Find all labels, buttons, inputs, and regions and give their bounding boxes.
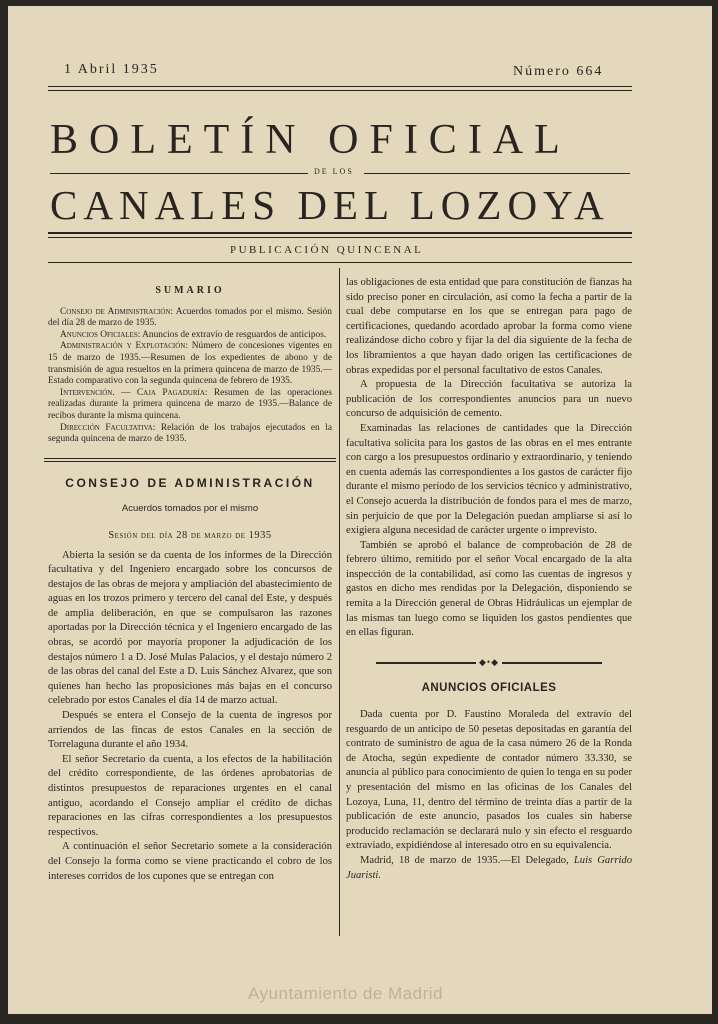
sumario-item-text: Relación de los trabajos ejecutados en la segunda quincena de marzo de 1935. [48,422,332,445]
sumario-item-text: Anuncios de extravío de resguardos de anticipos. [140,329,327,340]
masthead-rule-left [50,173,308,174]
masthead-de-los: DE LOS [314,167,354,176]
sumario-item-head: Consejo de Administración: [60,306,174,317]
sumario-item-text: Resumen de las operaciones realizadas durante la primera quincena de marzo de 1935.—Balance de recibos durante la misma quincena. [48,387,332,421]
sumario-item-head: Intervención. — Caja Pagaduría: [60,387,208,398]
article-paragraph: A continuación el señor Secretario somete a la consideración del Consejo la forma como se viene practicando el cobro de los intereses corridos de los cupones que se entregan con [48,841,332,882]
signature-name: Luis Garrido Juaristi. [346,854,632,881]
article-paragraph: las obligaciones de esta entidad que para constitución de fianzas ha sido preciso poner en circulación, así como la fecha a partir de la cual debe computarse en los que se entregan para pago de certificaciones, quedando acordado aprobar la forma como viene realizándose dicho cobro y fijar la del día siguiente de la fecha de los libramientos a que hayan dado origen las certificaciones de obras expedidas por el personal facultativo de estos Canales. [346,277,632,376]
header-rule-top [48,86,632,87]
archive-watermark: Ayuntamiento de Madrid [248,984,443,1003]
sumario-item [48,330,332,342]
sumario-item-head: Administración y Explotación: [60,341,188,352]
ornament-divider: ◆•◆ [346,655,632,670]
anuncio-paragraph: Dada cuenta por D. Faustino Moraleda del extravío del resguardo de un anticipo de 50 pesetas depositadas en garantía del contrato de suministro de agua de la casa número 26 de la Ronda de Atocha, según expediente de contador número 33.330, se anuncia al público para conocimiento de quien lo tenga en su poder y presentación del mismo en las oficinas de los Canales del Lozoya, Luna, 11, dentro del término de treinta días a partir de la publicación de este anuncio, pasados los cuales sin haberse producido reclamación se declarará nulo y sin efecto el resguardo extraviado, expidiéndose al interesado otro en su equivalencia. [346,709,632,852]
sumario-item [48,423,332,446]
signature-place-date: Madrid, 18 de marzo de 1935.—El Delegado, [360,854,574,866]
masthead-rule-right [364,173,630,174]
article-paragraph: También se aprobó el balance de comprobación de 28 de febrero último, remitido por el señor Vocal encargado de la alta inspección de la contabilidad, así como las cuentas de ingresos y gastos en dicho mes rendidas por la Delegación, disponiendo se remita a la Dirección general de Obras Hidráulicas un ejemplar de las mismas tan luego como se liquiden los gastos pendientes que en ellas figuran. [346,539,632,639]
article-paragraph: Abierta la sesión se da cuenta de los informes de la Dirección facultativa y del Ingeniero encargado sobre los concursos de destajos de las obras de mejora y ampliación del abastecimiento de aguas en los trozos primero y tercero del canal del Este, y después de amplia deliberación, en que se compulsaron las razones aportadas por la Dirección técnica y el Ingeniero encargado de las obras, se acordó por mayoría proponer la adjudicación de los destajos número 1 a D. José Mulas Palacios, y el destajo número 2 de las obras del canal del Este a D. Luis Sánchez Alvarez, que son quienes han hecho las proposiciones más bajas en el concurso celebrado por estos Canales el día 14 de marzo actual. [48,549,332,707]
sumario-item [48,388,332,423]
publication-frequency: PUBLICACIÓN QUINCENAL [230,244,424,256]
sumario-item-text: Número de concesiones vigentes en 15 de marzo de 1935.—Resumen de los expedientes de abono y de transmisión de agua resueltos en la primera quincena de marzo de 1935.—Estado comparativo con la segunda quincena de febrero de 1935. [48,341,332,387]
anuncios-heading: ANUNCIOS OFICIALES [421,682,557,695]
sumario-item-head: Anuncios Oficiales: [60,329,141,340]
article-paragraph: El señor Secretario da cuenta, a los efectos de la habilitación del crédito correspondiente, de las órdenes aprobatorias de distintos presupuestos de reparaciones urgentes en el canal antiguo, acordando el Consejo ampliar el crédito de dichas reparaciones en las cifras correspondientes a los presupuestos respectivos. [48,753,332,838]
sumario-item-head: Dirección Facultativa: [60,422,156,433]
masthead-title-line2: CANALES DEL LOZOYA [50,182,610,228]
consejo-heading: CONSEJO DE ADMINISTRACIÓN [65,475,315,490]
masthead-rule-bottom-2 [48,237,632,238]
article-paragraph: A propuesta de la Dirección facultativa se autoriza la publicación de los correspondientes anuncios para un nuevo concurso de adquisición de cemento. [346,379,632,420]
issue-date: 1 Abril 1935 [64,62,159,77]
sumario-item-text: Acuerdos tomados por el mismo. Sesión del día 28 de marzo de 1935. [48,306,332,329]
right-column [346,276,632,883]
issue-number: Número 664 [513,64,604,79]
sumario-item [48,307,332,330]
masthead-title-line1: BOLETÍN OFICIAL [50,117,571,163]
sumario-title: SUMARIO [155,285,225,296]
consejo-subheading: Acuerdos tomados por el mismo [121,503,259,515]
newspaper-page [8,6,712,1014]
section-divider [44,458,336,462]
left-column [48,284,332,884]
header-rule-top-2 [48,90,632,91]
signature-line [346,854,632,883]
column-divider [339,268,340,936]
masthead-rule-bottom [48,232,632,234]
session-date: Sesión del día 28 de marzo de 1935 [108,529,272,541]
sumario-item [48,341,332,387]
article-paragraph: Examinadas las relaciones de cantidades que la Dirección facultativa solicita para los gastos de las obras en el mes entrante con cargo a los presupuestos ordinario y extraordinario, y teniendo en cuenta además las correspondientes a los gastos de carácter fijo durante el mismo período de los servicios técnico y administrativo, el Consejo acuerda la distribución de fondos para el mes de marzo, sin perjuicio de que por la Delegación puedan ampliarse si así lo exigiera alguna necesidad de carácter urgente o imprevisto. [346,422,632,537]
article-paragraph: Después se entera el Consejo de la cuenta de ingresos por arriendos de las fincas de estos Canales en la sección de Torrelaguna durante el año 1934. [48,710,332,751]
subtitle-rule [48,262,632,263]
